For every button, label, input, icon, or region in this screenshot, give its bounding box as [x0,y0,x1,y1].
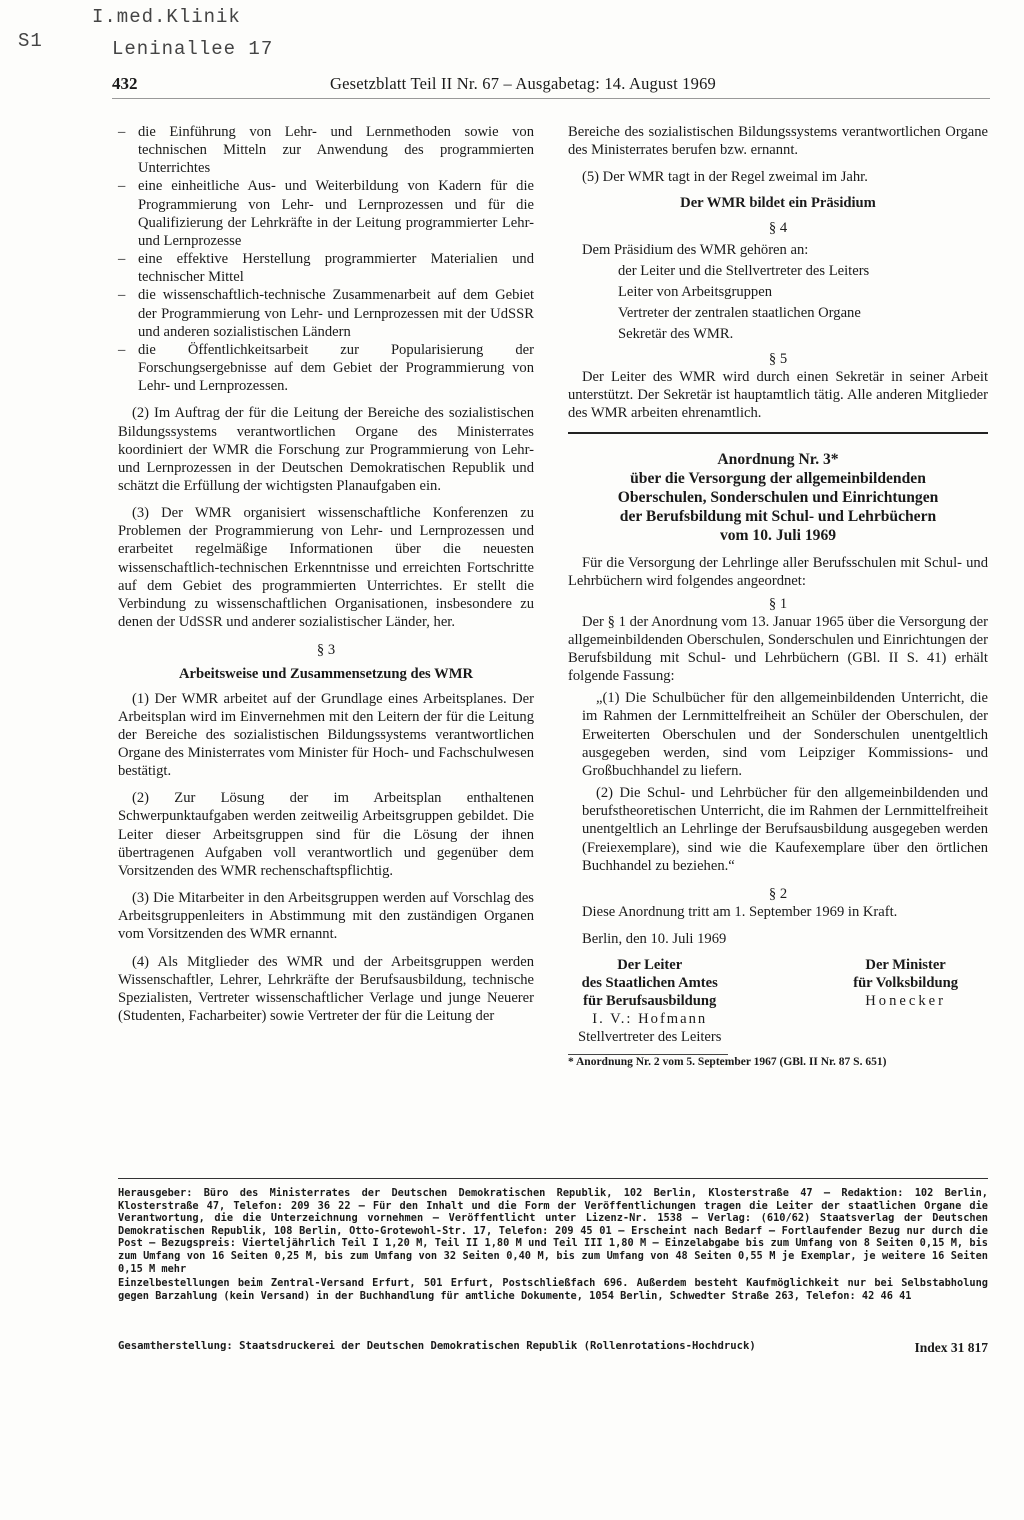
sig-right-line: Der Minister [865,957,946,974]
decree-title-2: über die Versorgung der allgemeinbildenden [630,470,926,488]
sig-left-line: des Staatlichen Amtes [581,975,718,992]
sig-right-name: Honecker [865,993,946,1010]
paragraph-3: (3) Der WMR organisiert wissenschaftliche Konferenzen zu Problemen der Programmierung von Lehr- und Lernprozessen und erarbeitet regelmäßige Informationen über die neuesten wissenschaftlich-technischen Erkenntnisse und erreichten Fortschritte auf dem Gebiet des programmierten Unterrichtes. Er stellt die Verbindung zu wissenschaftlichen Organisationen, insbesondere zu denen der UdSSR und anderer sozialistischer Länder, her. [118,505,534,631]
right-column [568,123,988,1069]
list-item: – eine effektive Herstellung programmierter Materialien und technischer Mittel [118,250,534,286]
section-3-paragraph-1: (1) Der WMR arbeitet auf der Grundlage eines Arbeitsplanes. Der Arbeitsplan wird im Einvernehmen mit den Leitern der für die Leitung der Bereiche des sozialistischen Bildungssystems verantwortlichen Organe des Ministerrates vom Minister für Hoch- und Fachschulwesen bestätigt. [118,690,534,780]
member-item: Leiter von Arbeitsgruppen [618,284,773,301]
stamp-line-2: Leninallee 17 [112,38,274,60]
place-date: Berlin, den 10. Juli 1969 [582,931,727,948]
section-4-intro: Dem Präsidium des WMR gehören an: [582,241,809,258]
imprint-orders: Einzelbestellungen beim Zentral-Versand Erfurt, 501 Erfurt, Postschließfach 696. Außerdem besteht Kaufmöglichkeit nur bei Selbstabholung gegen Barzahlung (kein Versand) in der Buchhandlung für amtliche Dokumente, 1054 Berlin, Schwedter Straße 263, Telefon: 42 46 41 [118,1277,988,1302]
section-5-number: § 5 [768,350,788,367]
section-3-title: Arbeitsweise und Zusammensetzung des WMR [178,666,474,683]
section-3-number: § 3 [316,642,336,659]
list-item: – die Öffentlichkeitsarbeit zur Popularisierung der Forschungsergebnisse auf dem Gebiet der Programmierung von Lehr- und Lernprozessen. [118,341,534,395]
header-divider [112,98,990,99]
margin-mark: S1 [18,30,43,52]
member-item: Vertreter der zentralen staatlichen Organe [618,305,861,322]
sig-right-line: für Volksbildung [853,975,958,992]
sig-left-name: I. V.: Hofmann [592,1011,708,1028]
sig-left-line: für Berufsausbildung [583,993,717,1010]
printer-info: Gesamtherstellung: Staatsdruckerei der Deutschen Demokratischen Republik (Rollenrotations-Hochdruck) [118,1340,756,1352]
decree-section-2-text: Diese Anordnung tritt am 1. September 1969 in Kraft. [582,904,898,920]
member-item: Sekretär des WMR. [618,326,734,343]
imprint-divider [118,1178,988,1179]
imprint [118,1187,988,1302]
signature-left [578,956,721,1046]
paragraph-5: (5) Der WMR tagt in der Regel zweimal im Jahr. [582,169,868,186]
signature-right [853,956,958,1046]
section-3-paragraph-2: (2) Zur Lösung der im Arbeitsplan enthaltenen Schwerpunktaufgaben werden zeitweilig Arbeitsgruppen gebildet. Die Leiter dieser Arbeitsgruppen sind für die Lösung der ihnen übertragenen Aufgaben voll verantwortlich und gegenüber dem Vorsitzenden des WMR rechenschaftspflichtig. [118,790,534,879]
decree-divider [568,432,988,434]
sig-left-line: Der Leiter [617,957,683,974]
decree-quote-2: (2) Die Schul- und Lehrbücher für den allgemeinbildenden und berufstheoretischen Unterricht, die im Rahmen der Lernmittelfreiheit unentgeltlich an Lehrlinge der Berufsausbildung ausgegeben werden (Freiexemplare), sind wie die Kaufexemplare über den örtlichen Buchhandel zu beziehen.“ [582,785,988,874]
signature-block [568,956,988,1046]
continuation-text: Bereiche des sozialistischen Bildungssystems verantwortlichen Organe des Ministerrates berufen bzw. ernannt. [568,124,988,159]
page-header-title: Gesetzblatt Teil II Nr. 67 – Ausgabetag: 14. August 1969 [330,74,716,93]
stamp-line-1: I.med.Klinik [92,6,241,28]
decree-title-5: vom 10. Juli 1969 [719,527,837,545]
footer-line [118,1340,988,1356]
section-3-paragraph-3: (3) Die Mitarbeiter in den Arbeitsgruppen werden auf Vorschlag des Arbeitsgruppenleiters in Abstimmung mit den zuständigen Organen vom Vorsitzenden des WMR ernannt. [118,890,534,943]
footnote: * Anordnung Nr. 2 vom 5. September 1967 (GBl. II Nr. 87 S. 651) [568,1056,887,1069]
decree-intro: Für die Versorgung der Lehrlinge aller Berufsschulen mit Schul- und Lehrbüchern wird folgendes angeordnet: [568,555,988,590]
section-4-number: § 4 [768,219,788,236]
praesidium-title: Der WMR bildet ein Präsidium [680,195,876,212]
section-3-paragraph-4: (4) Als Mitglieder des WMR und der Arbeitsgruppen werden Wissenschaftler, Lehrer, Lehrkräfte der Berufsausbildung, technische Spezialisten, Vertreter wissenschaftlicher Verlage und junge Neuerer (Studenten, Facharbeiter) sowie Vertreter der für die Leitung der [118,953,534,1025]
decree-title-1: Anordnung Nr. 3* [717,451,839,469]
decree-title-4: der Berufsbildung mit Schul- und Lehrbüchern [619,508,937,526]
list-item: – die Einführung von Lehr- und Lernmethoden sowie von technischen Mitteln zur Anwendung des programmierten Unterrichtes [118,123,534,177]
sig-left-role: Stellvertreter des Leiters [578,1029,722,1046]
paragraph-2: (2) Im Auftrag der für die Leitung der Bereiche des sozialistischen Bildungssystems verantwortlichen Organe des Ministerrates koordiniert der WMR die Forschung zur Programmierung von Lehr- und Lernprozessen in der Deutschen Demokratischen Republik und schätzt die Erfüllung der wichtigsten Planaufgaben ein. [118,405,534,494]
decree-section-2-number: § 2 [768,885,788,902]
decree-title-3: Oberschulen, Sonderschulen und Einrichtungen [617,489,939,507]
page-number: 432 [112,74,138,93]
decree-quote-1: „(1) Die Schulbücher für den allgemeinbildenden Unterricht, die im Rahmen der Lernmittelfreiheit an Schüler der Oberschulen, der Erweiterten Oberschulen und der Sonderschulen unentgeltlich ausgegeben werden, sind vom Leipziger Kommissions- und Großbuchhandel zu liefern. [582,690,988,779]
imprint-publisher: Herausgeber: Büro des Ministerrates der Deutschen Demokratischen Republik, 102 Berlin, Klosterstraße 47 – Redaktion: 102 Berlin, Klosterstraße 47, Telefon: 209 36 22 – Für den Inhalt und die Form der Veröffentlichungen tragen die Leiter der staatlichen Organe die Verantwortung, die die Unterzeichnung vornehmen – Veröffentlicht unter Lizenz-Nr. 1538 – Verlag: (610/62) Staatsverlag der Deutschen Demokratischen Republik, 108 Berlin, Otto-Grotewohl-Str. 17, Telefon: 209 45 01 – Erscheint nach Bedarf – Fortlaufender Bezug nur durch die Post – Bezugspreis: Vierteljährlich Teil I 1,20 M, Teil II 1,80 M und Teil III 1,80 M – Einzelabgabe bis zum Umfang von 8 Seiten 0,15 M, bis zum Umfang von 16 Seiten 0,25 M, bis zum Umfang von 32 Seiten 0,40 M, bis zum Umfang von 48 Seiten 0,55 M je Exemplar, je weitere 16 Seiten 0,15 M mehr [118,1187,988,1275]
list-item: – die wissenschaftlich-technische Zusammenarbeit auf dem Gebiet der Programmierung von Lehr- und Lernprozessen mit der UdSSR und anderen sozialistischen Ländern [118,286,534,340]
decree-section-1-text: Der § 1 der Anordnung vom 13. Januar 1965 über die Versorgung der allgemeinbildenden Oberschulen, Sonderschulen und Einrichtungen der Berufsbildung mit Schul- und Lehrbüchern (GBl. II S. 41) erhält folgende Fassung: [568,613,988,685]
left-column [118,123,534,1025]
member-item: der Leiter und die Stellvertreter des Leiters [618,262,870,279]
list-item: – eine einheitliche Aus- und Weiterbildung von Kadern für die Programmierung von Lehr- und Lernprozessen und für die Qualifizierung der Lehrkräfte in der Leitung programmierter Lehr- und Lernprozesse [118,177,534,250]
section-5-text: Der Leiter des WMR wird durch einen Sekretär in seiner Arbeit unterstützt. Der Sekretär ist hauptamtlich tätig. Alle anderen Mitglieder des WMR arbeiten ehrenamtlich. [568,368,988,422]
decree-section-1-number: § 1 [768,595,788,612]
index-number: Index 31 817 [914,1340,988,1355]
